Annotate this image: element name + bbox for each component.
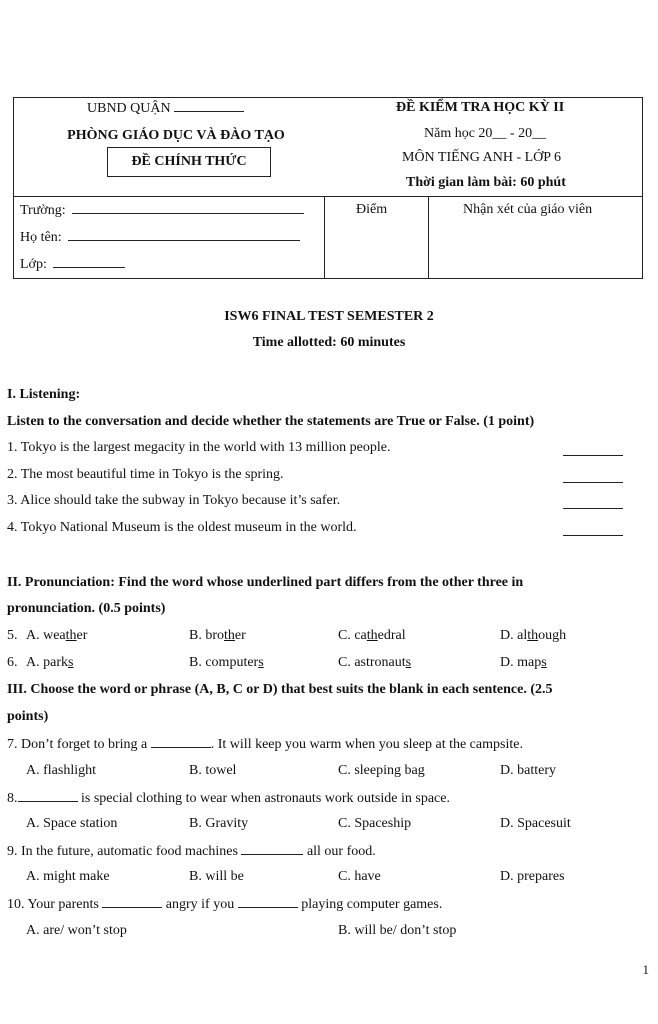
option-b[interactable]: B. will be/ don’t stop [338,923,457,938]
option-a [26,655,73,671]
name-field-label: Họ tên: [20,230,62,245]
question-text: 7. Don’t forget to bring a [7,737,148,752]
header-table-column-divider [428,196,429,279]
class-field-label: Lớp: [20,257,47,272]
section-listening-instruction: Listen to the conversation and decide whether the statements are True or False. (1 point) [7,414,535,429]
district-blank [174,100,244,112]
option-b [189,628,246,644]
question-blank[interactable] [151,736,211,748]
option-text: A. wea [26,628,66,643]
question-10 [7,896,442,913]
option-text: D. map [500,655,542,670]
option-text: B. computer [189,655,259,670]
option-text: ough [538,628,567,643]
underlined-part: s [541,655,547,670]
question-text: all our food. [306,844,376,859]
option-text: er [234,628,246,643]
answer-blank[interactable] [563,508,623,509]
section-pronunciation-heading-cont: pronunciation. (0.5 points) [7,601,166,616]
option-b[interactable]: B. Gravity [189,816,249,831]
department-title: PHÒNG GIÁO DỤC VÀ ĐÀO TẠO [67,128,285,143]
question-text: 9. In the future, automatic food machines [7,844,238,859]
option-d [500,628,566,644]
school-year: Năm học 20__ - 20__ [424,126,547,141]
option-a[interactable]: A. Space station [26,816,118,831]
name-field [20,229,300,246]
question-number: 6. [7,655,18,670]
section-listening-heading: I. Listening: [7,387,81,402]
answer-blank[interactable] [563,455,623,456]
underlined-part: th [224,628,235,643]
listening-item: 3. Alice should take the subway in Tokyo because it’s safer. [7,493,341,508]
option-text: C. astronaut [338,655,406,670]
question-text: . It will keep you warm when you sleep at the campsite. [210,737,523,752]
time-label-vi: Thời gian làm bài: 60 phút [406,175,566,190]
question-text: angry if you [165,897,235,912]
option-text: A. park [26,655,68,670]
school-field [20,202,304,219]
header-table-column-divider [324,196,325,279]
option-text: D. al [500,628,528,643]
teacher-comment-label: Nhận xét của giáo viên [463,202,593,217]
option-a [26,628,87,644]
underlined-part: s [405,655,412,670]
section-vocabulary-heading: III. Choose the word or phrase (A, B, C or D) that best suits the blank in each sentence. (2.5 [7,682,553,697]
name-field-blank[interactable] [68,229,300,241]
listening-item: 2. The most beautiful time in Tokyo is the spring. [7,467,284,482]
option-d[interactable]: D. prepares [500,869,565,884]
school-field-label: Trường: [20,203,66,218]
question-text: 10. Your parents [7,897,99,912]
listening-item: 4. Tokyo National Museum is the oldest museum in the world. [7,520,357,535]
question-text: playing computer games. [301,897,443,912]
option-text: edral [377,628,406,643]
option-c [338,628,406,644]
section-vocabulary-heading-cont: points) [7,709,49,724]
answer-blank[interactable] [563,482,623,483]
option-c[interactable]: C. Spaceship [338,816,412,831]
option-b[interactable]: B. towel [189,763,237,778]
header-table-divider [13,196,643,197]
question-7 [7,736,523,753]
score-label: Điểm [356,202,388,217]
question-8 [7,790,450,807]
option-b[interactable]: B. will be [189,869,244,884]
question-blank[interactable] [241,843,303,855]
underlined-part: th [527,628,539,643]
option-a[interactable]: A. flashlight [26,763,96,778]
question-9 [7,843,376,860]
option-c[interactable]: C. sleeping bag [338,763,425,778]
option-text: C. ca [338,628,367,643]
option-a[interactable]: A. are/ won’t stop [26,923,127,938]
underlined-part: th [65,628,77,643]
question-blank[interactable] [238,896,298,908]
option-d[interactable]: D. battery [500,763,556,778]
official-exam-stamp: ĐỀ CHÍNH THỨC [107,147,271,177]
listening-item: 1. Tokyo is the largest megacity in the world with 13 million people. [7,440,391,455]
section-pronunciation-heading: II. Pronunciation: Find the word whose underlined part differs from the other three in [7,575,524,590]
question-blank[interactable] [102,896,162,908]
question-number: 5. [7,628,18,643]
underlined-part: s [68,655,74,670]
option-d [500,655,547,671]
class-field-blank[interactable] [53,256,125,268]
subject-label: MÔN TIẾNG ANH - LỚP 6 [402,150,562,165]
option-d[interactable]: D. Spacesuit [500,816,571,831]
question-blank[interactable] [18,790,78,802]
option-a[interactable]: A. might make [26,869,110,884]
page-number: 1 [642,962,649,977]
exam-title: ĐỀ KIỂM TRA HỌC KỲ II [396,100,565,115]
option-b [189,655,264,671]
answer-blank[interactable] [563,535,623,536]
class-field [20,256,125,273]
option-c [338,655,411,671]
option-text: B. bro [189,628,224,643]
school-field-blank[interactable] [72,202,304,214]
test-time: Time allotted: 60 minutes [252,335,406,350]
underlined-part: th [366,628,378,643]
question-text: is special clothing to wear when astronauts work outside in space. [81,791,450,806]
district-text: UBND QUẬN [87,101,171,116]
option-text: er [76,628,88,643]
district-label [87,100,244,117]
option-c[interactable]: C. have [338,869,381,884]
test-title: ISW6 FINAL TEST SEMESTER 2 [224,309,434,324]
underlined-part: s [258,655,264,670]
question-text: 8. [7,791,18,806]
